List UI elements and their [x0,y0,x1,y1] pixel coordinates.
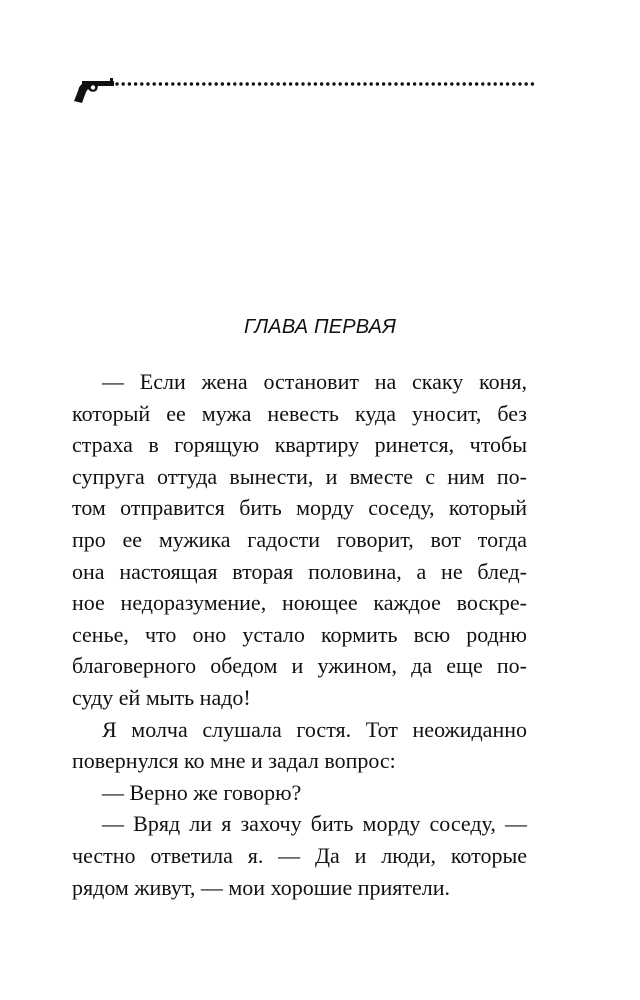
text-line: благоверного обедом и ужином, да еще по- [72,653,527,679]
text-line: суду ей мыть надо! [72,684,251,710]
text-line: — Если жена остановит на скаку коня, [102,369,527,394]
text-line: сенье, что оно устало кормить всю родню [72,621,527,647]
text-line: повернулся ко мне и задал вопрос: [72,748,396,774]
text-line: рядом живут, — мои хорошие приятели. [72,874,451,900]
text-line: который ее мужа невесть куда уносит, без [72,400,527,426]
text-line: Я молча слушала гостя. Тот неожиданно [102,716,527,742]
dotted-rule [114,80,540,88]
text-line: она настоящая вторая половина, а не блед- [72,558,527,584]
text-line: — Вряд ли я захочу бить морду соседу, — [102,811,527,837]
body-text [72,366,527,903]
gun-icon [72,72,116,104]
text-line: про ее мужика гадости говорит, вот тогда [72,526,527,552]
text-line: том отправится бить морду соседу, который [72,495,527,521]
text-line: супруга оттуда вынести, и вместе с ним по- [72,463,527,489]
text-line: ное недоразумение, ноющее каждое воскре- [72,590,527,616]
header-ornament [72,72,542,104]
text-line: — Верно же говорю? [102,779,302,805]
chapter-title: ГЛАВА ПЕРВАЯ [243,316,397,338]
text-line: честно ответила я. — Да и люди, которые [72,842,527,868]
text-line: страха в горящую квартиру ринется, чтобы [72,432,527,458]
